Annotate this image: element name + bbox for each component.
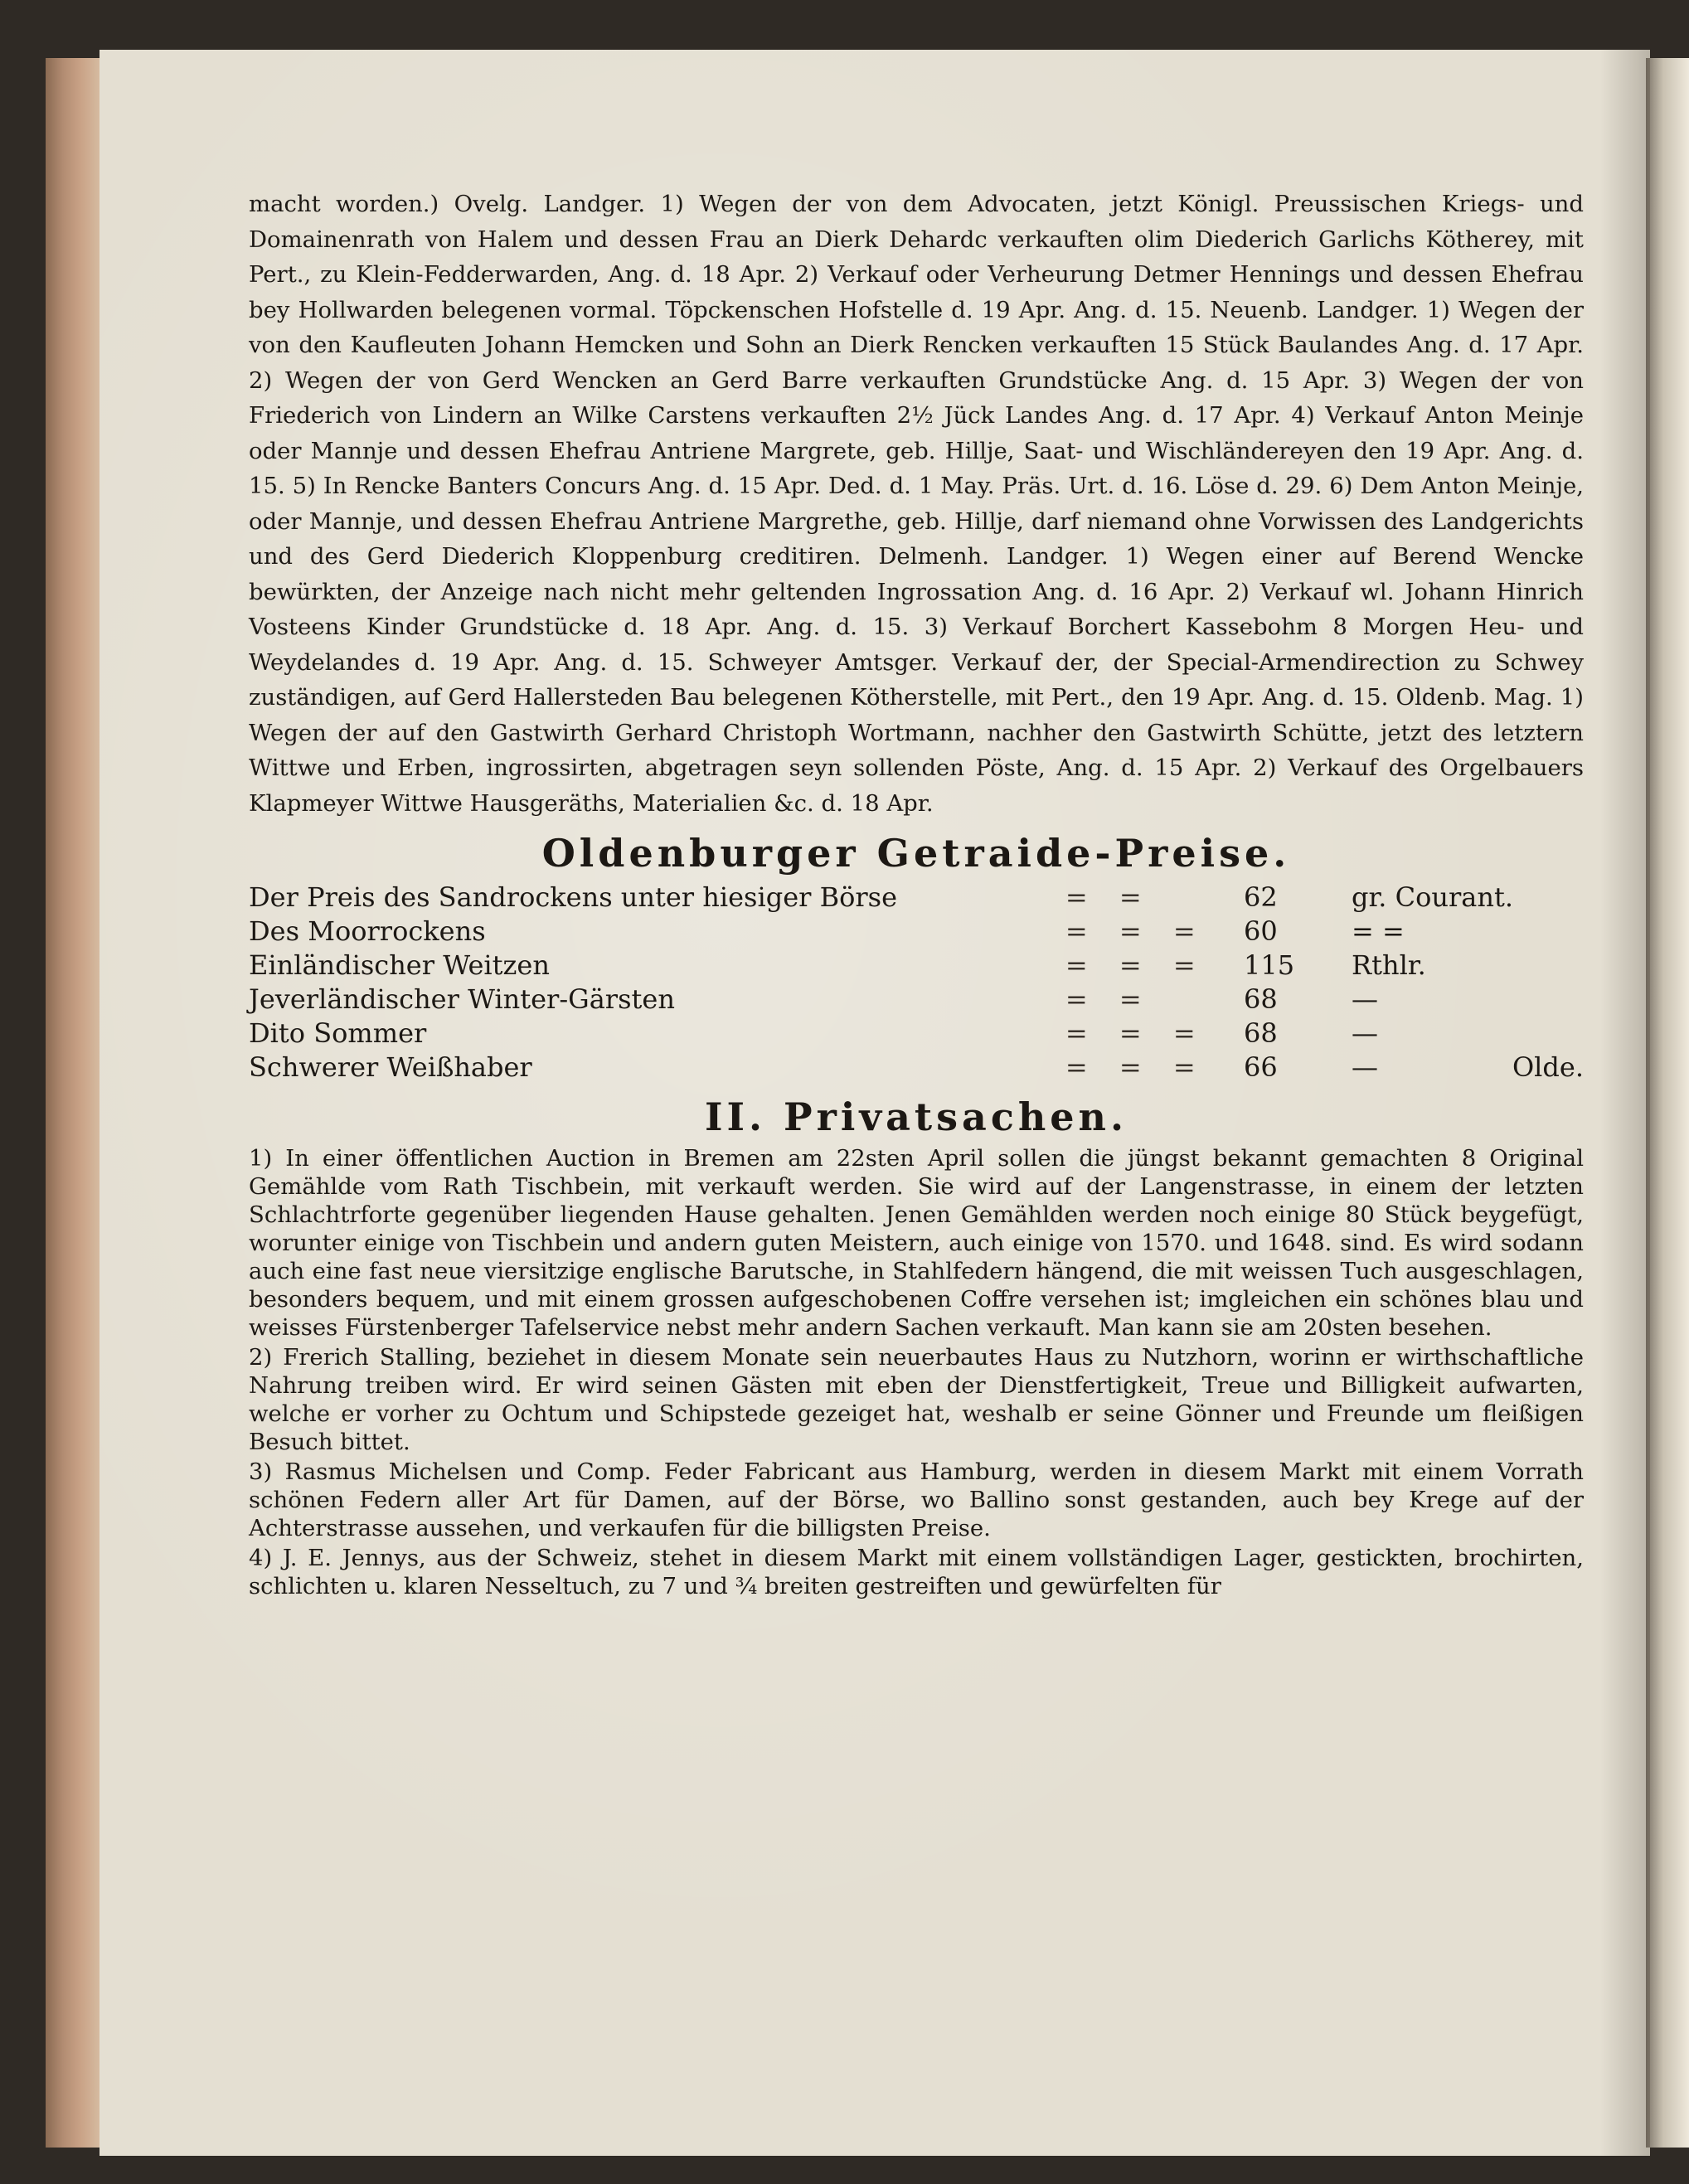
price-unit: — xyxy=(1352,983,1378,1015)
price-item: Dito Sommer xyxy=(249,1017,427,1049)
price-item: Der Preis des Sandrockens unter hiesiger Börse xyxy=(249,881,898,913)
price-value: 68 xyxy=(1244,1017,1278,1049)
price-value: 68 xyxy=(1244,983,1278,1015)
price-value: 115 xyxy=(1244,949,1295,981)
price-unit: Rthlr. xyxy=(1352,949,1426,981)
fold-shadow xyxy=(1600,50,1650,2156)
price-row xyxy=(249,881,1584,915)
price-item: Einländischer Weitzen xyxy=(249,949,550,981)
price-unit: gr. Courant. xyxy=(1352,881,1513,913)
private-notice-2: 2) Frerich Stalling, beziehet in diesem Monate sein neuerbautes Haus zu Nutzhorn, worinn er wirthschaftliche Nahrung treiben wird. Er wird seinen Gästen mit eben der Dienstfertigkeit, Treue und Billigkeit aufwarten, welche er vorher zu Ochtum und Schipstede gezeiget hat, weshalb er seine Gönner und Freunde um fleißigen Besuch bittet. xyxy=(249,1344,1584,1455)
leader-dots: = = = xyxy=(1065,915,1207,947)
price-unit: = = xyxy=(1352,915,1405,947)
page-edge-right xyxy=(1646,58,1689,2148)
price-unit: — xyxy=(1352,1017,1378,1049)
leader-dots: = = xyxy=(1065,881,1153,913)
price-unit xyxy=(1352,1051,1584,1085)
price-value: 62 xyxy=(1244,881,1278,913)
leader-dots: = = = xyxy=(1065,949,1207,981)
price-value: 60 xyxy=(1244,915,1278,947)
grain-price-table xyxy=(249,881,1584,1085)
price-row xyxy=(249,949,1584,983)
leader-dots: = = = xyxy=(1065,1017,1207,1049)
leader-dots: = = xyxy=(1065,983,1153,1015)
text-block xyxy=(249,187,1584,1600)
grain-prices-heading: Oldenburger Getraide-Preise. xyxy=(541,831,1291,876)
price-row xyxy=(249,983,1584,1017)
price-item: Jeverländischer Winter-Gärsten xyxy=(249,983,675,1015)
price-value: 66 xyxy=(1244,1051,1278,1083)
court-notices-paragraph: macht worden.) Ovelg. Landger. 1) Wegen der von dem Advocaten, jetzt Königl. Preussischen Kriegs- und Domainenrath von Halem und dessen Frau an Dierk Dehardc verkauften olim Diederich Garlichs Kötherey, mit Pert., zu Klein-Fedderwarden, Ang. d. 18 Apr. 2) Verkauf oder Verheurung Detmer Hennings und dessen Ehefrau bey Hollwarden belegenen vormal. Töpckenschen Hofstelle d. 19 Apr. Ang. d. 15. Neuenb. Landger. 1) Wegen der von den Kaufleuten Johann Hemcken und Sohn an Dierk Rencken verkauften 15 Stück Baulandes Ang. d. 17 Apr. 2) Wegen der von Gerd Wencken an Gerd Barre verkauften Grundstücke Ang. d. 15 Apr. 3) Wegen der von Friederich von Lindern an Wilke Carstens verkauften 2½ Jück Landes Ang. d. 17 Apr. 4) Verkauf Anton Meinje oder Mannje und dessen Ehefrau Antriene Margrete, geb. Hillje, Saat- und Wischländereyen den 19 Apr. Ang. d. 15. 5) In Rencke Banters Concurs Ang. d. 15 Apr. Ded. d. 1 May. Präs. Urt. d. 16. Löse d. 29. 6) Dem Anton Meinje, oder Mannje, und dessen Ehefrau Antriene Margrethe, geb. Hillje, darf niemand ohne Vorwissen des Landgerichts und des Gerd Diederich Kloppenburg creditiren. Delmenh. Landger. 1) Wegen einer auf Berend Wencke bewürkten, der Anzeige nach nicht mehr geltenden Ingrossation Ang. d. 16 Apr. 2) Verkauf wl. Johann Hinrich Vosteens Kinder Grundstücke d. 18 Apr. Ang. d. 15. 3) Verkauf Borchert Kassebohm 8 Morgen Heu- und Weydelandes d. 19 Apr. Ang. d. 15. Schweyer Amtsger. Verkauf der, der Special-Armendirection zu Schwey zuständigen, auf Gerd Hallersteden Bau belegenen Kötherstelle, mit Pert., den 19 Apr. Ang. d. 15. Oldenb. Mag. 1) Wegen der auf den Gastwirth Gerhard Christoph Wortmann, nachher den Gastwirth Schütte, jetzt des letztern Wittwe und Erben, ingrossirten, abgetragen seyn sollenden Pöste, Ang. d. 15 Apr. 2) Verkauf des Orgelbauers Klapmeyer Wittwe Hausgeräths, Materialien &c. d. 18 Apr. xyxy=(249,191,1584,817)
price-unit-text: — xyxy=(1352,1051,1378,1083)
private-notice-3: 3) Rasmus Michelsen und Comp. Feder Fabricant aus Hamburg, werden in diesem Markt mit einem Vorrath schönen Federn aller Art für Damen, auf der Börse, wo Ballino sonst gestanden, auch bey Krege auf der Achterstrasse aussehen, und verkaufen für die billigsten Preise. xyxy=(249,1458,1584,1541)
price-item: Des Moorrockens xyxy=(249,915,486,947)
price-item: Schwerer Weißhaber xyxy=(249,1051,532,1083)
price-row xyxy=(249,1017,1584,1051)
private-notice-4: 4) J. E. Jennys, aus der Schweiz, stehet in diesem Markt mit einem vollständigen Lager, gestickten, brochirten, schlichten u. klaren Nesseltuch, zu 7 und ¾ breiten gestreiften und gewürfelten für xyxy=(249,1545,1584,1599)
private-notice-1: 1) In einer öffentlichen Auction in Bremen am 22sten April sollen die jüngst bekannt gemachten 8 Original Gemählde vom Rath Tischbein, mit verkauft werden. Sie wird auf der Langenstrasse, in einem der letzten Schlachtrforte gegenüber liegenden Hause gehalten. Jenen Gemählden werden noch einige 80 Stück beygefügt, worunter einige von Tischbein und andern guten Meistern, auch einige von 1570. und 1648. sind. Es wird sodann auch eine fast neue viersitzige englische Barutsche, in Stahlfedern hängend, die mit weissen Tuch ausgeschlagen, besonders bequem, und mit einem grossen aufgeschobenen Coffre versehen ist; imgleichen ein schönes blau und weisses Fürstenberger Tafelservice nebst mehr andern Sachen verkauft. Man kann sie am 20sten besehen. xyxy=(249,1145,1584,1341)
price-row xyxy=(249,915,1584,949)
page-edge-left xyxy=(46,58,104,2148)
catchword: Olde. xyxy=(1512,1051,1584,1083)
price-row xyxy=(249,1051,1584,1085)
leader-dots: = = = xyxy=(1065,1051,1207,1083)
private-matters-heading: II. Privatsachen. xyxy=(704,1094,1128,1139)
